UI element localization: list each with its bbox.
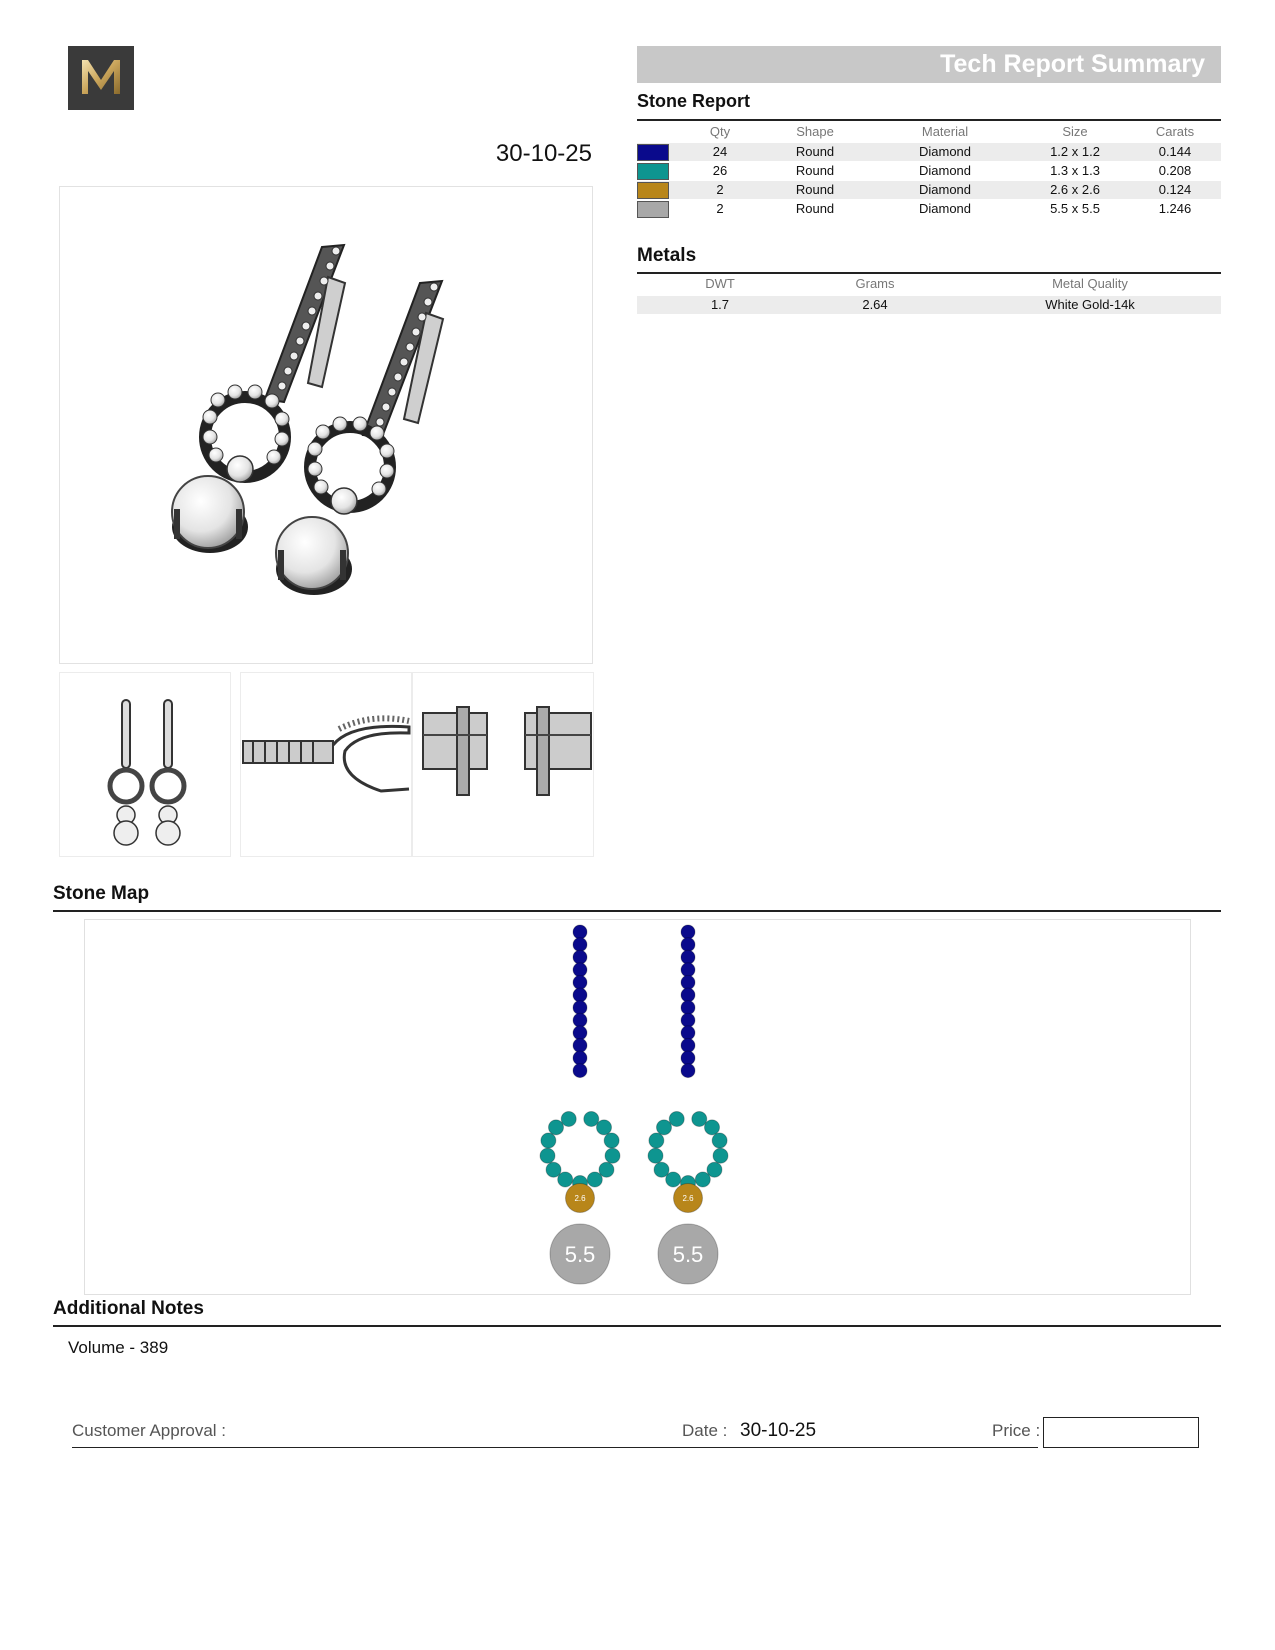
metals-rule — [637, 272, 1221, 274]
cell-grams: 2.64 — [862, 297, 888, 312]
notes-text: Volume - 389 — [68, 1338, 169, 1357]
notes-title: Additional Notes — [53, 1298, 204, 1319]
cell-material: Diamond — [918, 182, 972, 197]
map-stone-blue — [681, 1064, 695, 1078]
report-title: Tech Report Summary — [940, 50, 1205, 78]
front-view-render — [60, 673, 230, 856]
cell-carats: 1.246 — [1158, 201, 1192, 216]
map-stone-blue — [573, 1013, 587, 1027]
approval-signature-line — [72, 1447, 1038, 1448]
notes-rule — [53, 1325, 1221, 1327]
col-size: Size — [1062, 124, 1088, 139]
date-label: Date : — [682, 1421, 728, 1440]
map-stone-blue — [681, 1001, 695, 1015]
map-stone-teal — [649, 1133, 664, 1148]
map-stone-teal — [713, 1148, 728, 1163]
main-render-image — [59, 186, 593, 664]
thumbnail-side-view[interactable] — [240, 672, 412, 857]
map-stone-blue — [681, 925, 695, 939]
map-stone-gray-label: 5.5 — [564, 1241, 596, 1267]
map-stone-teal — [648, 1148, 663, 1163]
cell-material: Diamond — [918, 163, 972, 178]
price-input-box[interactable] — [1043, 1417, 1199, 1448]
map-stone-blue — [573, 925, 587, 939]
stone-map-canvas — [84, 919, 1191, 1295]
map-stone-teal — [669, 1111, 684, 1126]
map-stone-teal — [548, 1120, 563, 1135]
cell-shape: Round — [795, 163, 835, 178]
stone-report-title: Stone Report — [637, 91, 751, 111]
col-grams: Grams — [855, 276, 895, 291]
cell-material: Diamond — [918, 144, 972, 159]
earrings-render — [60, 187, 592, 663]
map-stone-blue — [573, 988, 587, 1002]
cell-qty: 2 — [716, 182, 724, 197]
thumbnail-front-view[interactable] — [59, 672, 231, 857]
cell-metal-quality: White Gold-14k — [1045, 297, 1135, 312]
cell-shape: Round — [795, 182, 835, 197]
cell-qty: 24 — [712, 144, 728, 159]
col-dwt: DWT — [705, 276, 735, 291]
cell-size: 1.3 x 1.3 — [1050, 163, 1100, 178]
col-qty: Qty — [709, 124, 731, 139]
approval-date-value: 30-10-25 — [740, 1420, 817, 1441]
col-metal-quality: Metal Quality — [1052, 276, 1128, 291]
stone-map-title: Stone Map — [53, 883, 150, 904]
map-stone-blue — [681, 975, 695, 989]
cell-size: 1.2 x 1.2 — [1050, 144, 1100, 159]
stone-map-rule — [53, 910, 1221, 912]
map-stone-teal — [561, 1111, 576, 1126]
map-stone-gold-label: 2.6 — [574, 1194, 586, 1204]
thumbnail-top-view[interactable] — [412, 672, 594, 857]
stone-color-swatch-3 — [637, 201, 669, 218]
map-stone-teal — [546, 1162, 561, 1177]
map-stone-blue — [573, 963, 587, 977]
map-stone-teal — [604, 1133, 619, 1148]
map-stone-teal — [705, 1120, 720, 1135]
col-material: Material — [921, 124, 969, 139]
cell-shape: Round — [795, 201, 835, 216]
map-stone-blue — [573, 938, 587, 952]
map-stone-teal — [656, 1120, 671, 1135]
top-view-render — [413, 673, 593, 856]
map-stone-blue — [681, 963, 695, 977]
cell-carats: 0.124 — [1158, 182, 1192, 197]
map-stone-teal — [712, 1133, 727, 1148]
cell-carats: 0.208 — [1158, 163, 1192, 178]
map-stone-blue — [681, 988, 695, 1002]
report-title-banner — [637, 46, 1221, 83]
map-stone-gold-label: 2.6 — [682, 1194, 694, 1204]
map-stone-teal — [541, 1133, 556, 1148]
logo-m-icon — [68, 46, 134, 110]
map-stone-blue — [573, 950, 587, 964]
map-stone-blue — [573, 1051, 587, 1065]
map-stone-teal — [540, 1148, 555, 1163]
map-stone-blue — [681, 1026, 695, 1040]
cell-shape: Round — [795, 144, 835, 159]
stone-color-swatch-0 — [637, 144, 669, 161]
map-stone-teal — [695, 1172, 710, 1187]
cell-qty: 2 — [716, 201, 724, 216]
map-stone-blue — [681, 938, 695, 952]
metals-title: Metals — [637, 245, 697, 266]
map-stone-teal — [587, 1172, 602, 1187]
col-shape: Shape — [796, 124, 834, 139]
map-stone-blue — [573, 1026, 587, 1040]
map-stone-blue — [573, 975, 587, 989]
map-stone-gray-label: 5.5 — [672, 1241, 704, 1267]
col-carats: Carats — [1155, 124, 1195, 139]
map-stone-teal — [654, 1162, 669, 1177]
stone-report-rule — [637, 119, 1221, 121]
map-stone-blue — [573, 1038, 587, 1052]
cell-qty: 26 — [712, 163, 728, 178]
company-logo — [68, 46, 134, 110]
map-stone-teal — [692, 1111, 707, 1126]
map-stone-blue — [681, 950, 695, 964]
cell-size: 5.5 x 5.5 — [1050, 201, 1100, 216]
cell-material: Diamond — [918, 201, 972, 216]
stone-color-swatch-1 — [637, 163, 669, 180]
cell-carats: 0.144 — [1158, 144, 1192, 159]
map-stone-teal — [597, 1120, 612, 1135]
side-view-render — [241, 673, 411, 856]
stone-color-swatch-2 — [637, 182, 669, 199]
cell-dwt: 1.7 — [710, 297, 730, 312]
cell-size: 2.6 x 2.6 — [1050, 182, 1100, 197]
map-stone-blue — [681, 1051, 695, 1065]
map-stone-teal — [605, 1148, 620, 1163]
map-stone-teal — [584, 1111, 599, 1126]
map-stone-blue — [681, 1038, 695, 1052]
customer-approval-label: Customer Approval : — [72, 1421, 227, 1440]
map-stone-blue — [681, 1013, 695, 1027]
stone-map-diagram — [85, 920, 1190, 1294]
price-label: Price : — [992, 1421, 1041, 1440]
map-stone-blue — [573, 1064, 587, 1078]
report-date: 30-10-25 — [495, 140, 592, 167]
map-stone-blue — [573, 1001, 587, 1015]
